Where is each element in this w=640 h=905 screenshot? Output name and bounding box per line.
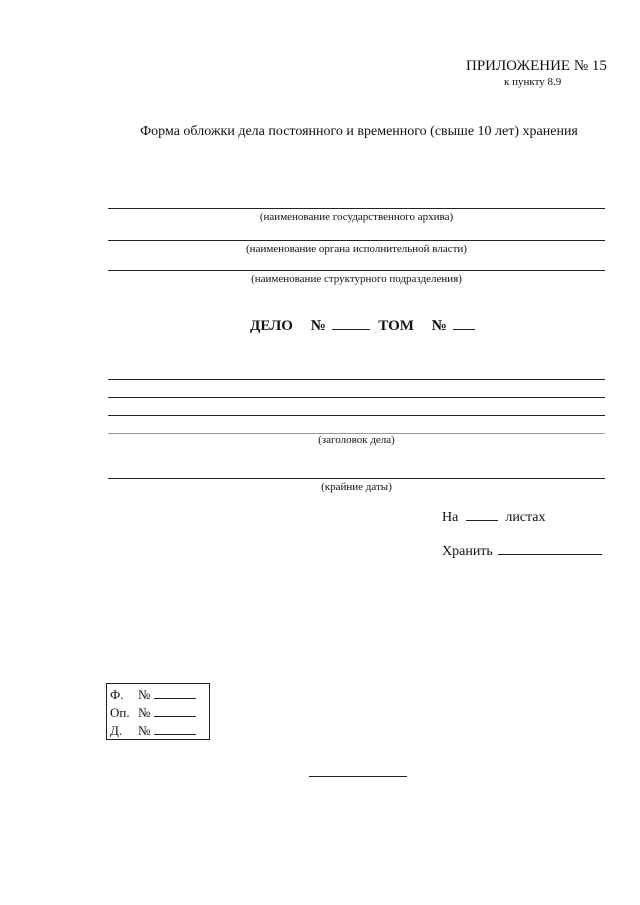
sheets-count <box>442 510 546 526</box>
file-row <box>110 722 209 740</box>
fund-row <box>110 686 209 704</box>
case-heading-line-2 <box>108 397 605 398</box>
sheets-count-blank <box>466 519 498 521</box>
sheets-prefix: На <box>442 510 459 525</box>
inventory-label: Оп. <box>110 705 130 720</box>
delo-label: ДЕЛО <box>250 318 293 334</box>
inventory-number-blank <box>154 715 196 717</box>
dates-caption: (крайние даты) <box>321 481 392 493</box>
case-number-blank <box>332 328 370 330</box>
inventory-number-sign: № <box>138 705 151 720</box>
appendix-number: ПРИЛОЖЕНИЕ № 15 <box>466 58 607 74</box>
archive-caption: (наименование государственного архива) <box>259 211 454 223</box>
volume-number-sign: № <box>431 318 447 334</box>
case-heading-line-3 <box>108 415 605 416</box>
sheets-suffix: листах <box>505 510 546 525</box>
case-heading-caption: (заголовок дела) <box>318 434 395 446</box>
authority-name-line <box>108 240 605 241</box>
keep-period-blank <box>498 553 602 555</box>
bottom-line <box>309 776 407 777</box>
appendix-reference: к пункту 8.9 <box>504 76 562 88</box>
file-label: Д. <box>110 723 123 738</box>
dates-line <box>108 478 605 479</box>
keep-label: Хранить <box>442 544 493 559</box>
fund-number-blank <box>154 697 196 699</box>
fund-number-sign: № <box>138 687 151 702</box>
archive-name-line <box>108 208 605 209</box>
inventory-row <box>110 704 209 722</box>
department-name-line <box>108 270 605 271</box>
authority-caption: (наименование органа исполнительной власти) <box>246 243 467 255</box>
file-number-sign: № <box>138 723 151 738</box>
volume-number-blank <box>453 328 475 330</box>
case-heading-line-1 <box>108 379 605 380</box>
fund-label: Ф. <box>110 687 124 702</box>
keep-period <box>442 544 602 560</box>
tom-label: ТОМ <box>378 318 414 334</box>
case-number-line <box>250 318 475 335</box>
file-number-blank <box>154 733 196 735</box>
department-caption: (наименование структурного подразделения) <box>251 273 462 285</box>
form-title: Форма обложки дела постоянного и временного (свыше 10 лет) хранения <box>140 124 578 139</box>
stamp-box <box>106 683 210 740</box>
case-number-sign: № <box>310 318 326 334</box>
